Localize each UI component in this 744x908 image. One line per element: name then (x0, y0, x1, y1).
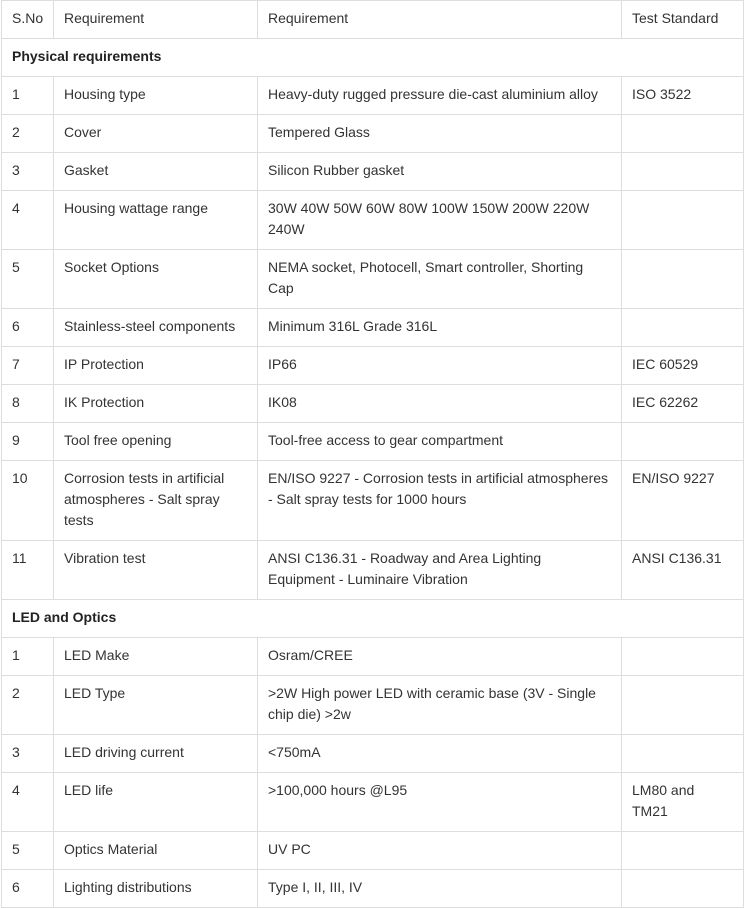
table-row (2, 832, 744, 870)
cell-sno: 5 (2, 250, 54, 309)
cell-sno: 4 (2, 773, 54, 832)
cell-requirement-detail: Type I, II, III, IV (258, 870, 622, 908)
cell-requirement-detail: 30W 40W 50W 60W 80W 100W 150W 200W 220W 240W (258, 191, 622, 250)
table-row (2, 115, 744, 153)
cell-requirement-detail: EN/ISO 9227 - Corrosion tests in artificial atmospheres - Salt spray tests for 1000 hours (258, 461, 622, 541)
cell-sno: 4 (2, 191, 54, 250)
section-title: LED and Optics (2, 600, 744, 638)
cell-requirement: Vibration test (54, 541, 258, 600)
cell-test-standard (622, 870, 744, 908)
cell-requirement: LED Make (54, 638, 258, 676)
cell-requirement: Gasket (54, 153, 258, 191)
header-test-standard: Test Standard (622, 1, 744, 39)
cell-requirement: LED driving current (54, 735, 258, 773)
cell-test-standard (622, 638, 744, 676)
cell-sno: 2 (2, 115, 54, 153)
cell-requirement: Socket Options (54, 250, 258, 309)
cell-requirement: Stainless-steel components (54, 309, 258, 347)
table-row (2, 461, 744, 541)
table-body (2, 39, 744, 908)
cell-test-standard (622, 735, 744, 773)
cell-sno: 1 (2, 77, 54, 115)
cell-requirement: Lighting distributions (54, 870, 258, 908)
cell-requirement-detail: Tempered Glass (258, 115, 622, 153)
cell-sno: 11 (2, 541, 54, 600)
cell-test-standard (622, 191, 744, 250)
cell-requirement: Corrosion tests in artificial atmospheres - Salt spray tests (54, 461, 258, 541)
cell-requirement: LED Type (54, 676, 258, 735)
table-row (2, 870, 744, 908)
table-row (2, 191, 744, 250)
cell-sno: 8 (2, 385, 54, 423)
cell-requirement-detail: >2W High power LED with ceramic base (3V - Single chip die) >2w (258, 676, 622, 735)
cell-test-standard (622, 832, 744, 870)
cell-requirement: Optics Material (54, 832, 258, 870)
cell-requirement-detail: NEMA socket, Photocell, Smart controller, Shorting Cap (258, 250, 622, 309)
table-row (2, 735, 744, 773)
cell-sno: 7 (2, 347, 54, 385)
table-row (2, 676, 744, 735)
cell-test-standard: LM80 and TM21 (622, 773, 744, 832)
spec-table (1, 0, 744, 908)
cell-requirement-detail: ANSI C136.31 - Roadway and Area Lighting Equipment - Luminaire Vibration (258, 541, 622, 600)
cell-requirement: Housing wattage range (54, 191, 258, 250)
cell-sno: 9 (2, 423, 54, 461)
header-requirement: Requirement (54, 1, 258, 39)
cell-requirement: IP Protection (54, 347, 258, 385)
cell-test-standard: IEC 60529 (622, 347, 744, 385)
table-row (2, 423, 744, 461)
cell-sno: 3 (2, 735, 54, 773)
table-row (2, 638, 744, 676)
cell-test-standard (622, 423, 744, 461)
cell-requirement-detail: Tool-free access to gear compartment (258, 423, 622, 461)
section-title: Physical requirements (2, 39, 744, 77)
cell-test-standard (622, 153, 744, 191)
cell-requirement-detail: IK08 (258, 385, 622, 423)
table-row (2, 385, 744, 423)
cell-requirement-detail: >100,000 hours @L95 (258, 773, 622, 832)
table-row (2, 773, 744, 832)
cell-requirement-detail: Silicon Rubber gasket (258, 153, 622, 191)
cell-sno: 5 (2, 832, 54, 870)
cell-test-standard: EN/ISO 9227 (622, 461, 744, 541)
cell-requirement-detail: UV PC (258, 832, 622, 870)
cell-requirement: LED life (54, 773, 258, 832)
table-row (2, 77, 744, 115)
section-header-row (2, 600, 744, 638)
cell-test-standard (622, 250, 744, 309)
cell-test-standard (622, 676, 744, 735)
cell-sno: 6 (2, 309, 54, 347)
cell-test-standard (622, 309, 744, 347)
table-row (2, 153, 744, 191)
cell-sno: 10 (2, 461, 54, 541)
table-row (2, 347, 744, 385)
cell-test-standard (622, 115, 744, 153)
cell-sno: 6 (2, 870, 54, 908)
cell-test-standard: IEC 62262 (622, 385, 744, 423)
cell-sno: 2 (2, 676, 54, 735)
cell-sno: 1 (2, 638, 54, 676)
header-row (2, 1, 744, 39)
cell-requirement: Tool free opening (54, 423, 258, 461)
table-row (2, 250, 744, 309)
cell-sno: 3 (2, 153, 54, 191)
cell-requirement-detail: IP66 (258, 347, 622, 385)
cell-requirement-detail: Heavy-duty rugged pressure die-cast aluminium alloy (258, 77, 622, 115)
section-header-row (2, 39, 744, 77)
cell-requirement-detail: Minimum 316L Grade 316L (258, 309, 622, 347)
cell-requirement: Cover (54, 115, 258, 153)
table-row (2, 309, 744, 347)
cell-requirement-detail: <750mA (258, 735, 622, 773)
table-row (2, 541, 744, 600)
cell-requirement: Housing type (54, 77, 258, 115)
header-requirement-detail: Requirement (258, 1, 622, 39)
cell-test-standard: ANSI C136.31 (622, 541, 744, 600)
cell-test-standard: ISO 3522 (622, 77, 744, 115)
header-sno: S.No (2, 1, 54, 39)
cell-requirement-detail: Osram/CREE (258, 638, 622, 676)
cell-requirement: IK Protection (54, 385, 258, 423)
